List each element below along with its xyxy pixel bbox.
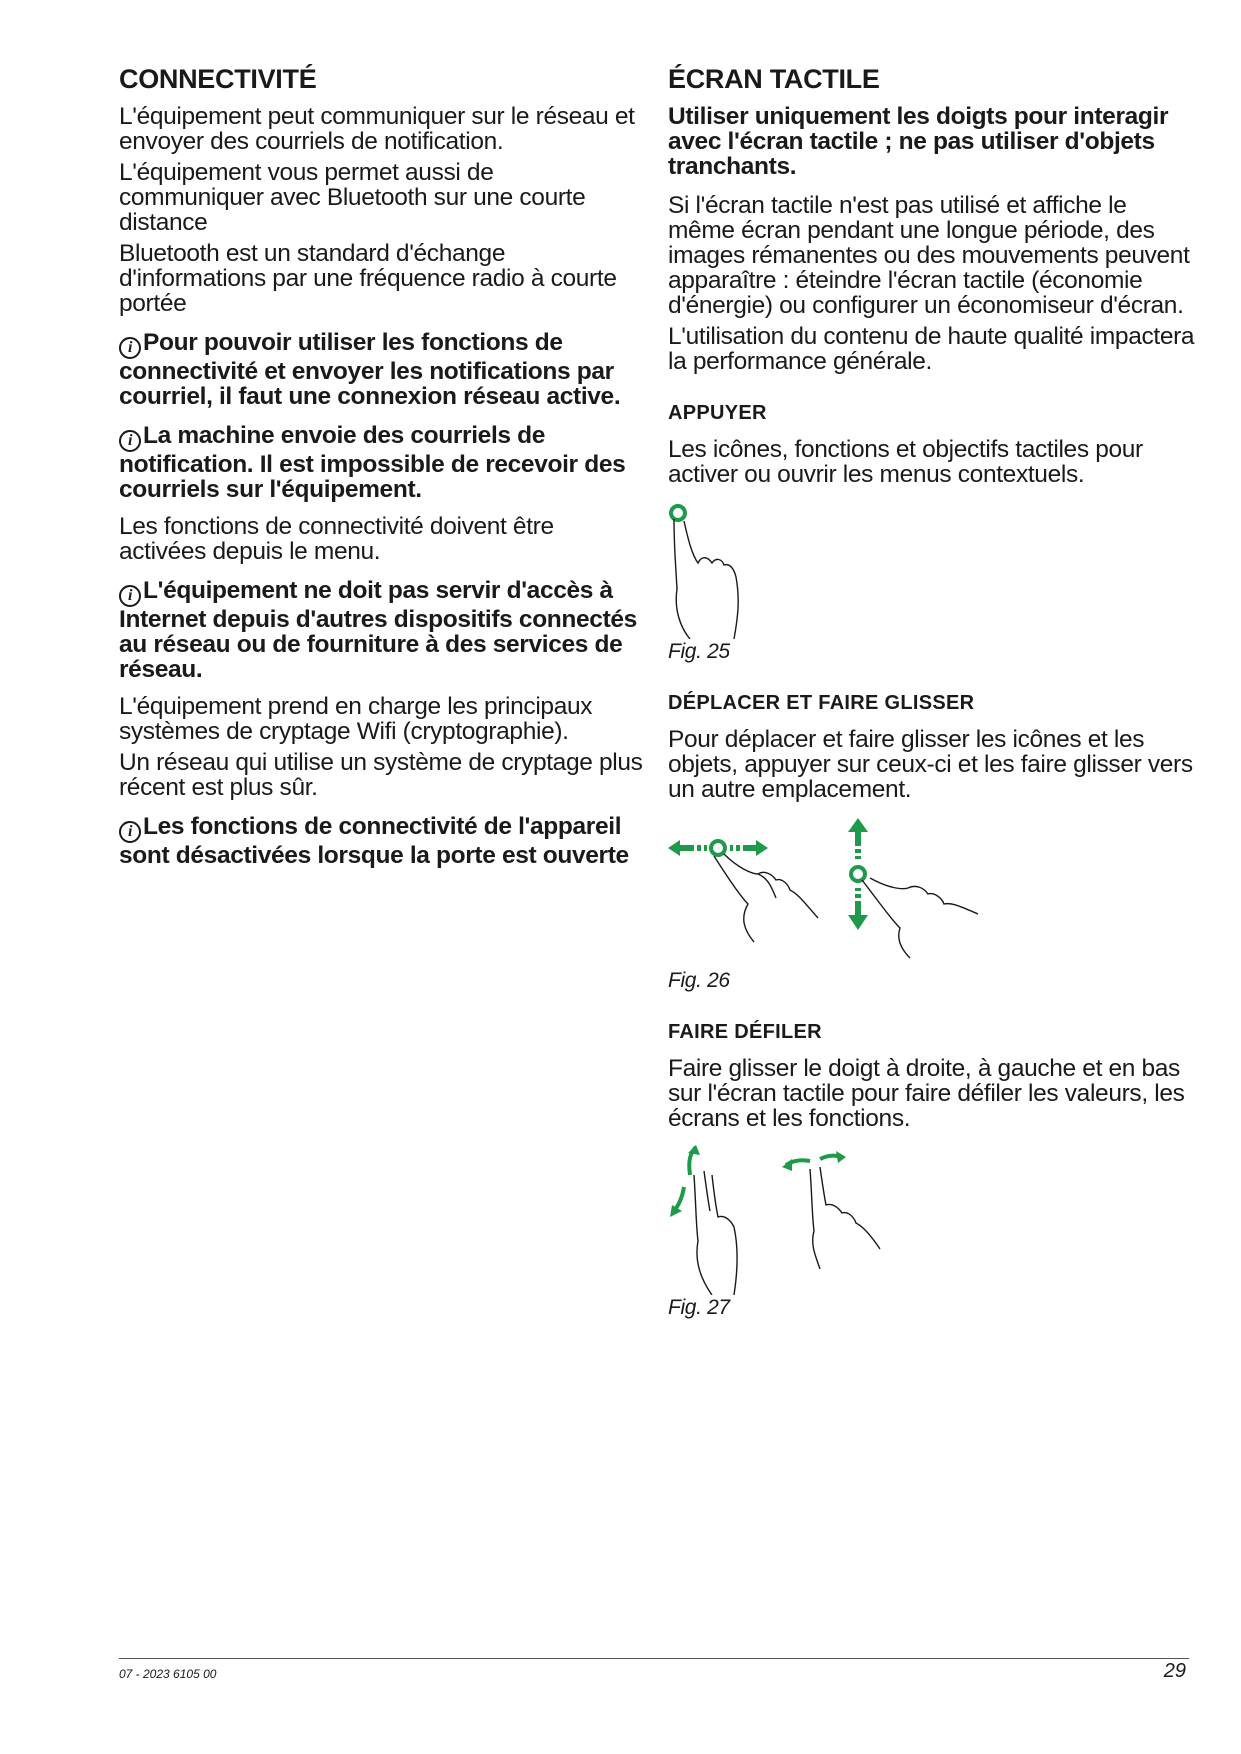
paragraph: Un réseau qui utilise un système de cryptage plus récent est plus sûr. bbox=[119, 749, 643, 801]
info-note bbox=[119, 423, 643, 502]
touch-point-icon bbox=[671, 506, 685, 520]
section-title-touchscreen: ÉCRAN TACTILE bbox=[668, 64, 880, 94]
info-note-text: Les fonctions de connectivité de l'appareil sont désactivées lorsque la porte est ouverte bbox=[119, 813, 629, 869]
info-icon: i bbox=[119, 821, 141, 843]
paragraph: L'équipement vous permet aussi de communiquer avec Bluetooth sur une courte distance bbox=[119, 159, 586, 236]
tap-gesture-illustration bbox=[668, 499, 788, 639]
hand-icon bbox=[694, 1171, 737, 1295]
paragraph: Bluetooth est un standard d'échange d'informations par une fréquence radio à courte portée bbox=[119, 240, 617, 317]
paragraph: L'équipement prend en charge les principaux systèmes de cryptage Wifi (cryptographie). bbox=[119, 693, 593, 745]
page-number: 29 bbox=[1163, 1660, 1186, 1682]
info-note-text: L'équipement ne doit pas servir d'accès à Internet depuis d'autres dispositifs connectés au réseau ou de fourniture à des services de réseau. bbox=[119, 577, 637, 683]
drag-gesture-illustration bbox=[668, 818, 998, 968]
info-icon: i bbox=[119, 585, 141, 607]
paragraph: L'équipement peut communiquer sur le réseau et envoyer des courriels de notification. bbox=[119, 103, 635, 155]
info-note-text: La machine envoie des courriels de notification. Il est impossible de recevoir des courriels sur l'équipement. bbox=[119, 422, 626, 503]
info-note bbox=[119, 330, 643, 409]
footer-divider bbox=[119, 1658, 1189, 1659]
arrow-up-icon bbox=[848, 818, 868, 832]
scroll-gesture-illustration bbox=[668, 1145, 908, 1295]
hand-icon bbox=[674, 519, 738, 639]
vertical-scroll-icon bbox=[670, 1145, 737, 1295]
figure-caption: Fig. 26 bbox=[668, 969, 730, 992]
hand-icon bbox=[862, 878, 978, 958]
arrow-left-icon bbox=[782, 1159, 792, 1171]
subsection-title-drag: DÉPLACER ET FAIRE GLISSER bbox=[668, 692, 975, 714]
info-icon: i bbox=[119, 430, 141, 452]
paragraph: Les fonctions de connectivité doivent être activées depuis le menu. bbox=[119, 513, 554, 565]
arrow-left-icon bbox=[668, 840, 680, 856]
horizontal-drag-icon bbox=[668, 840, 818, 942]
touch-point-icon bbox=[851, 867, 865, 881]
document-code: 07 - 2023 6105 00 bbox=[119, 1667, 217, 1681]
figure-caption: Fig. 25 bbox=[668, 640, 730, 663]
right-column bbox=[668, 62, 1198, 1348]
figure-tap bbox=[668, 499, 1198, 639]
touch-point-icon bbox=[711, 841, 725, 855]
horizontal-scroll-icon bbox=[782, 1151, 880, 1269]
left-column bbox=[119, 62, 643, 880]
warning-text: Utiliser uniquement les doigts pour interagir avec l'écran tactile ; ne pas utiliser d'objets tranchants. bbox=[668, 103, 1169, 180]
arrow-right-icon bbox=[756, 840, 768, 856]
info-icon: i bbox=[119, 337, 141, 359]
figure-scroll bbox=[668, 1145, 1198, 1295]
vertical-drag-icon bbox=[848, 818, 978, 958]
arrow-down-icon bbox=[848, 915, 868, 930]
info-note bbox=[119, 814, 643, 868]
info-note bbox=[119, 578, 643, 682]
subsection-title-tap: APPUYER bbox=[668, 402, 767, 424]
paragraph: L'utilisation du contenu de haute qualité impactera la performance générale. bbox=[668, 323, 1195, 375]
figure-drag bbox=[668, 818, 1198, 968]
info-note-text: Pour pouvoir utiliser les fonctions de connectivité et envoyer les notifications par courriel, il faut une connexion réseau active. bbox=[119, 329, 621, 410]
paragraph: Les icônes, fonctions et objectifs tactiles pour activer ou ouvrir les menus contextuels. bbox=[668, 436, 1143, 488]
paragraph: Faire glisser le doigt à droite, à gauche et en bas sur l'écran tactile pour faire défiler les valeurs, les écrans et les fonctions. bbox=[668, 1055, 1185, 1132]
section-title-connectivity: CONNECTIVITÉ bbox=[119, 64, 317, 94]
hand-icon bbox=[810, 1167, 880, 1269]
paragraph: Si l'écran tactile n'est pas utilisé et affiche le même écran pendant une longue période, des images rémanentes ou des mouvements peuvent apparaître : éteindre l'écran tactile (économie d'énergie) ou configurer un économiseur d'écran. bbox=[668, 192, 1190, 319]
hand-icon bbox=[714, 854, 818, 942]
paragraph: Pour déplacer et faire glisser les icônes et les objets, appuyer sur ceux-ci et les faire glisser vers un autre emplacement. bbox=[668, 726, 1193, 803]
arrow-right-icon bbox=[836, 1151, 846, 1163]
figure-caption: Fig. 27 bbox=[668, 1296, 730, 1319]
subsection-title-scroll: FAIRE DÉFILER bbox=[668, 1021, 822, 1043]
